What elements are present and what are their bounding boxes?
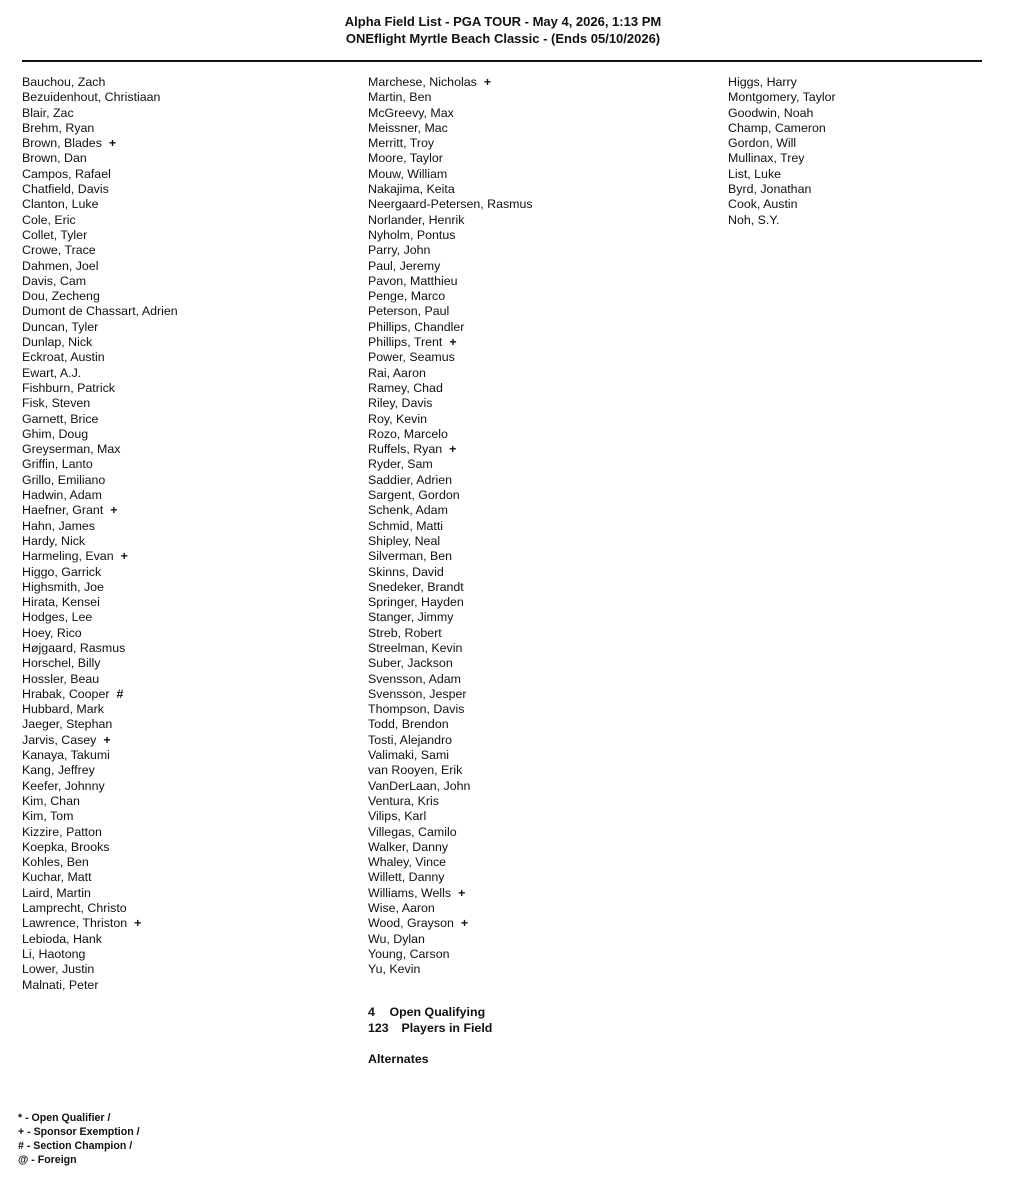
player-name: Brown, Dan [22,151,87,166]
player-row [22,870,178,885]
player-row [22,274,178,289]
player-name: Koepka, Brooks [22,839,110,854]
player-name: Yu, Kevin [368,962,421,977]
player-status-mark: + [108,136,117,151]
player-row [368,809,533,824]
player-row [368,136,533,151]
player-name: Valimaki, Sami [368,748,450,763]
player-name: Campos, Rafael [22,166,111,181]
player-name: Davis, Cam [22,273,87,288]
player-name: Gordon, Will [728,136,797,151]
player-name: Walker, Danny [368,839,449,854]
player-name: Greyserman, Max [22,442,121,457]
player-row [368,825,533,840]
player-name: Meissner, Mac [368,120,448,135]
document-title: Alpha Field List - PGA TOUR - May 4, 2026, 1:13 PM [344,14,662,29]
player-row [22,320,178,335]
player-name: Jaeger, Stephan [22,717,113,732]
player-row [368,396,533,411]
player-name: Hrabak, Cooper [22,686,110,701]
player-name: Svensson, Jesper [368,686,467,701]
player-name: Highsmith, Joe [22,579,104,594]
player-name: Kizzire, Patton [22,824,102,839]
player-name: Malnati, Peter [22,977,99,992]
player-column-1 [22,75,178,993]
player-name: Williams, Wells [368,885,452,900]
player-row [368,932,533,947]
player-name: Kang, Jeffrey [22,763,95,778]
player-row [22,855,178,870]
player-name: Paul, Jeremy [368,258,441,273]
player-row [22,350,178,365]
players-in-field-count: 123 [368,1021,389,1035]
player-row [22,243,178,258]
player-name: Schmid, Matti [368,518,444,533]
player-name: Bezuidenhout, Christiaan [22,90,161,105]
player-name: Kuchar, Matt [22,870,92,885]
player-row [368,75,533,90]
player-name: Merritt, Troy [368,136,435,151]
player-row [22,335,178,350]
player-row [22,702,178,717]
player-row [22,151,178,166]
player-status-mark: + [458,885,466,900]
player-name: Haefner, Grant [22,503,104,518]
player-row [22,519,178,534]
player-row [22,580,178,595]
player-row [22,962,178,977]
player-row [22,779,178,794]
player-row [368,565,533,580]
player-row [368,182,533,197]
player-name: Pavon, Matthieu [368,273,458,288]
player-row [368,549,533,564]
player-row [368,106,533,121]
player-name: Norlander, Henrik [368,212,465,227]
player-row [22,641,178,656]
player-name: Fisk, Steven [22,396,91,411]
player-name: Crowe, Trace [22,243,96,258]
player-name: Saddier, Adrien [368,472,453,487]
player-name: Ventura, Kris [368,793,439,808]
player-name: Schenk, Adam [368,503,448,518]
player-name: Hubbard, Mark [22,702,104,717]
player-row [22,228,178,243]
player-row [368,595,533,610]
player-status-mark: + [110,503,118,518]
player-row [368,121,533,136]
player-row [22,304,178,319]
player-name: Laird, Martin [22,885,91,900]
player-name: Goodwin, Noah [728,105,814,120]
open-qualifying-summary [368,1005,485,1020]
player-name: Dumont de Chassart, Adrien [22,304,178,319]
player-row [22,978,178,993]
player-row [22,473,178,488]
player-name: Højgaard, Rasmus [22,640,126,655]
player-name: VanDerLaan, John [368,778,471,793]
player-name: Dou, Zecheng [22,289,100,304]
players-in-field-label: Players in Field [401,1021,493,1035]
player-row [22,90,178,105]
player-row [368,870,533,885]
header-divider [22,60,982,62]
player-name: Rai, Aaron [368,365,426,380]
player-name: Lower, Justin [22,962,95,977]
open-qualifying-label: Open Qualifying [389,1005,486,1019]
player-name: Fishburn, Patrick [22,380,115,395]
open-qualifying-count: 4 [368,1005,375,1019]
player-name: Hadwin, Adam [22,488,102,503]
player-row [22,136,178,151]
player-name: Jarvis, Casey [22,732,97,747]
player-name: Lamprecht, Christo [22,901,127,916]
player-name: Springer, Hayden [368,595,464,610]
player-row [368,473,533,488]
player-name: Riley, Davis [368,396,433,411]
player-row [22,289,178,304]
player-row [22,427,178,442]
player-name: Dahmen, Joel [22,258,99,273]
player-row [368,626,533,641]
player-row [368,274,533,289]
player-row [728,136,836,151]
player-row [728,106,836,121]
player-name: Nakajima, Keita [368,182,455,197]
player-name: Keefer, Johnny [22,778,105,793]
player-name: Kohles, Ben [22,855,89,870]
player-row [368,916,533,931]
player-name: Li, Haotong [22,946,86,961]
legend-sponsor-exemption: + - Sponsor Exemption / [18,1126,140,1138]
player-row [368,304,533,319]
player-name: Wise, Aaron [368,901,435,916]
legend-section-champion: # - Section Champion / [18,1140,133,1152]
player-row [728,90,836,105]
player-row [368,412,533,427]
player-row [368,213,533,228]
player-row [368,519,533,534]
legend [18,1111,140,1167]
player-status-mark: + [483,75,492,89]
player-status-mark: + [120,549,128,564]
player-row [22,886,178,901]
player-name: Roy, Kevin [368,411,427,426]
player-row [368,702,533,717]
player-name: Higgs, Harry [728,75,797,89]
player-name: Streelman, Kevin [368,640,463,655]
player-row [368,717,533,732]
player-name: Whaley, Vince [368,855,447,870]
player-row [368,901,533,916]
player-row [368,457,533,472]
player-name: Hardy, Nick [22,533,86,548]
player-row [22,213,178,228]
player-row [368,90,533,105]
player-row [368,641,533,656]
player-name: Hossler, Beau [22,671,100,686]
player-row [728,182,836,197]
player-name: Montgomery, Taylor [728,90,836,105]
player-row [368,687,533,702]
player-row [22,733,178,748]
player-row [368,672,533,687]
player-name: Streb, Robert [368,625,442,640]
player-row [368,534,533,549]
player-row [22,381,178,396]
player-row [22,947,178,962]
player-name: Shipley, Neal [368,533,441,548]
player-row [22,656,178,671]
player-name: Lebioda, Hank [22,931,102,946]
player-row [368,243,533,258]
player-name: Grillo, Emiliano [22,472,106,487]
player-row [22,932,178,947]
player-row [368,763,533,778]
player-column-2 [368,75,533,978]
player-row [22,197,178,212]
player-row [368,381,533,396]
player-row [728,151,836,166]
player-row [368,947,533,962]
player-name: Martin, Ben [368,90,432,105]
player-name: Hodges, Lee [22,610,93,625]
player-name: Noh, S.Y. [728,212,780,227]
player-row [22,840,178,855]
player-name: Rozo, Marcelo [368,426,448,441]
player-status-mark: + [449,335,457,350]
player-name: Bauchou, Zach [22,75,106,89]
player-row [368,197,533,212]
player-name: Cole, Eric [22,212,76,227]
player-name: Nyholm, Pontus [368,227,456,242]
player-row [22,366,178,381]
player-row [368,228,533,243]
player-name: Willett, Danny [368,870,445,885]
player-row [22,717,178,732]
player-row [22,748,178,763]
player-name: Duncan, Tyler [22,319,99,334]
player-name: Lawrence, Thriston [22,916,128,931]
players-in-field-summary [368,1021,492,1036]
player-row [728,197,836,212]
player-name: Ramey, Chad [368,380,443,395]
player-row [728,213,836,228]
player-row [22,534,178,549]
player-row [368,656,533,671]
player-name: Chatfield, Davis [22,182,109,197]
player-name: Phillips, Chandler [368,319,465,334]
player-name: Eckroat, Austin [22,350,105,365]
player-row [368,580,533,595]
player-row [22,916,178,931]
player-status-mark: + [449,442,457,457]
player-row [22,167,178,182]
player-row [22,396,178,411]
player-name: Skinns, David [368,564,444,579]
player-row [368,167,533,182]
player-name: Wu, Dylan [368,931,425,946]
player-name: Vilips, Karl [368,809,427,824]
player-row [368,488,533,503]
player-name: van Rooyen, Erik [368,763,463,778]
player-name: Cook, Austin [728,197,798,212]
player-name: Phillips, Trent [368,335,443,350]
player-row [22,610,178,625]
player-row [368,320,533,335]
player-row [22,565,178,580]
player-name: Wood, Grayson [368,916,454,931]
player-name: Griffin, Lanto [22,457,93,472]
player-name: Dunlap, Nick [22,335,93,350]
player-name: Kanaya, Takumi [22,748,110,763]
player-name: Villegas, Camilo [368,824,457,839]
player-name: Neergaard-Petersen, Rasmus [368,197,533,212]
player-name: Mouw, William [368,166,448,181]
player-row [368,610,533,625]
player-name: Hoey, Rico [22,625,82,640]
player-name: Sargent, Gordon [368,488,460,503]
player-row [368,840,533,855]
player-row [22,672,178,687]
player-row [22,121,178,136]
player-row [22,259,178,274]
player-name: Byrd, Jonathan [728,182,812,197]
player-row [368,259,533,274]
legend-foreign: @ - Foreign [18,1154,77,1166]
player-status-mark: + [460,916,469,931]
player-name: Brehm, Ryan [22,120,95,135]
player-name: List, Luke [728,166,782,181]
player-row [22,901,178,916]
player-status-mark: # [116,686,124,701]
player-name: Svensson, Adam [368,671,461,686]
player-row [22,595,178,610]
player-row [728,121,836,136]
player-name: Thompson, Davis [368,702,465,717]
player-status-mark: + [134,916,142,931]
player-row [22,809,178,824]
player-name: Collet, Tyler [22,227,88,242]
player-name: Todd, Brendon [368,717,449,732]
player-name: Snedeker, Brandt [368,579,464,594]
player-name: Tosti, Alejandro [368,732,453,747]
player-row [368,855,533,870]
player-row [22,687,178,702]
player-name: Hirata, Kensei [22,595,100,610]
player-row [368,794,533,809]
player-name: Kim, Tom [22,809,74,824]
player-row [22,503,178,518]
player-row [22,442,178,457]
player-row [22,106,178,121]
player-name: Suber, Jackson [368,656,453,671]
player-name: Ghim, Doug [22,426,89,441]
player-name: Marchese, Nicholas [368,75,477,89]
player-row [368,503,533,518]
player-name: Ruffels, Ryan [368,442,443,457]
tournament-subtitle: ONEflight Myrtle Beach Classic - (Ends 05/10/2026) [345,31,661,46]
player-row [22,626,178,641]
player-name: Champ, Cameron [728,120,826,135]
player-name: Hahn, James [22,518,96,533]
player-row [22,825,178,840]
player-name: Blair, Zac [22,105,74,120]
player-row [22,488,178,503]
player-name: Moore, Taylor [368,151,443,166]
player-row [22,412,178,427]
player-name: Ewart, A.J. [22,365,82,380]
player-name: Power, Seamus [368,350,455,365]
player-name: Higgo, Garrick [22,564,102,579]
player-row [22,182,178,197]
alternates-heading: Alternates [368,1052,429,1066]
player-row [728,75,836,90]
player-row [368,886,533,901]
player-row [368,335,533,350]
player-name: Peterson, Paul [368,304,450,319]
legend-open-qualifier: * - Open Qualifier / [18,1112,111,1124]
player-row [368,366,533,381]
player-row [22,457,178,472]
player-name: Horschel, Billy [22,656,101,671]
player-name: Young, Carson [368,946,450,961]
player-name: Kim, Chan [22,793,80,808]
player-row [368,748,533,763]
player-row [368,962,533,977]
player-name: Stanger, Jimmy [368,610,454,625]
player-name: Parry, John [368,243,431,258]
player-row [22,763,178,778]
player-name: Penge, Marco [368,289,446,304]
player-row [22,75,178,90]
player-name: Brown, Blades [22,136,102,151]
player-row [368,427,533,442]
player-row [22,549,178,564]
player-name: Ryder, Sam [368,457,433,472]
player-row [368,733,533,748]
player-name: Silverman, Ben [368,549,453,564]
player-row [368,151,533,166]
player-name: Clanton, Luke [22,197,99,212]
player-row [22,794,178,809]
player-row [728,167,836,182]
player-row [368,442,533,457]
player-name: Garnett, Brice [22,411,99,426]
player-status-mark: + [103,732,111,747]
player-name: McGreevy, Max [368,105,454,120]
player-column-3 [728,75,836,228]
player-name: Mullinax, Trey [728,151,805,166]
player-name: Harmeling, Evan [22,549,114,564]
player-row [368,779,533,794]
player-row [368,350,533,365]
player-row [368,289,533,304]
